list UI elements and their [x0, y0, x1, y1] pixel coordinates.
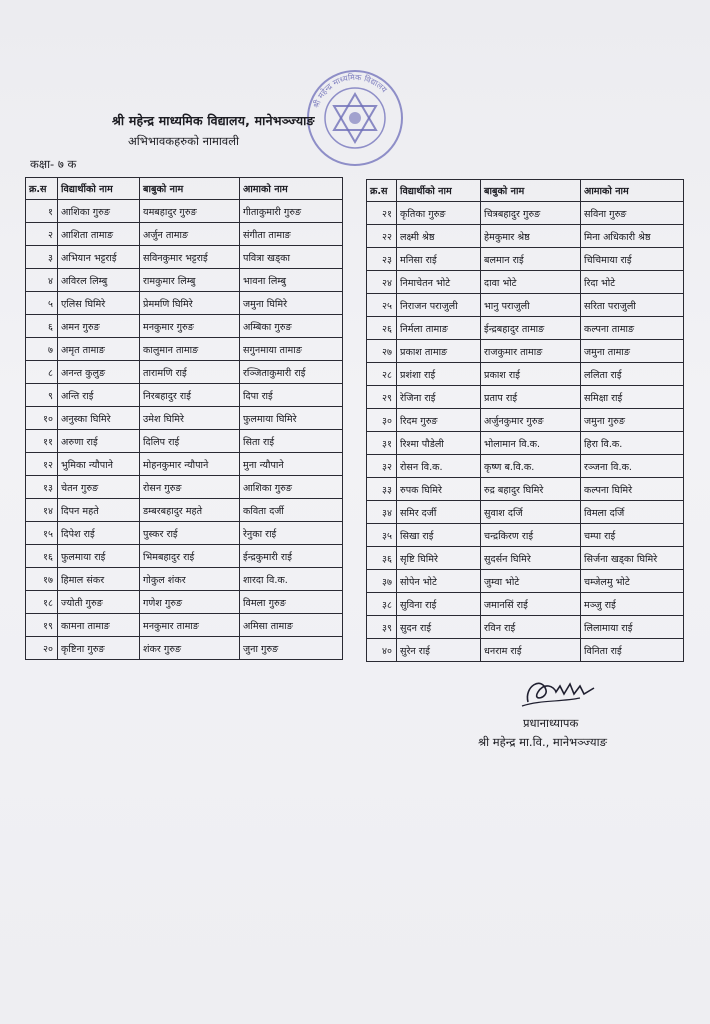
table-row [367, 478, 684, 501]
cell-mother-name: ईन्द्रकुमारी राई [240, 545, 343, 568]
cell-student-name: सुदन राई [397, 616, 481, 639]
cell-father-name: रविन राई [481, 616, 581, 639]
table-row [367, 363, 684, 386]
cell-student-name: दिपेश राई [58, 522, 140, 545]
table-row [26, 292, 343, 315]
document-subtitle: अभिभावकहरुको नामावली [128, 134, 239, 148]
cell-student-name: आशिका गुरुङ [58, 200, 140, 223]
cell-serial: १९ [26, 614, 58, 637]
table-row [26, 499, 343, 522]
cell-serial: २० [26, 637, 58, 660]
cell-father-name: भानु पराजुली [481, 294, 581, 317]
roll-table-right [366, 179, 684, 662]
cell-serial: १ [26, 200, 58, 223]
table-row [367, 547, 684, 570]
cell-mother-name: सविना गुरुङ [581, 202, 684, 225]
cell-student-name: लक्ष्मी श्रेष्ठ [397, 225, 481, 248]
table-header-row [367, 180, 684, 202]
cell-father-name: कृष्ण ब.वि.क. [481, 455, 581, 478]
cell-father-name: मनकुमार तामाङ [140, 614, 240, 637]
cell-serial: १८ [26, 591, 58, 614]
class-label: कक्षा- ७ क [30, 157, 77, 171]
cell-student-name: फुलमाया राई [58, 545, 140, 568]
school-stamp [305, 68, 405, 168]
table-row [26, 476, 343, 499]
cell-mother-name: जमुना तामाङ [581, 340, 684, 363]
cell-mother-name: सगुनमाया तामाङ [240, 338, 343, 361]
cell-student-name: अमन गुरुङ [58, 315, 140, 338]
table-row [367, 294, 684, 317]
cell-serial: १४ [26, 499, 58, 522]
col-header-student: विद्यार्थीको नाम [397, 180, 481, 202]
table-body-left [26, 200, 343, 660]
table-row [26, 269, 343, 292]
cell-student-name: कामना तामाङ [58, 614, 140, 637]
cell-mother-name: समिक्षा राई [581, 386, 684, 409]
cell-serial: ३६ [367, 547, 397, 570]
cell-student-name: सुविना राई [397, 593, 481, 616]
cell-student-name: समिर दर्जी [397, 501, 481, 524]
cell-student-name: सृष्टि घिमिरे [397, 547, 481, 570]
table-header-row [26, 178, 343, 200]
cell-father-name: डम्बरबहादुर महते [140, 499, 240, 522]
cell-serial: ७ [26, 338, 58, 361]
cell-student-name: निमाचेतन भोटे [397, 271, 481, 294]
cell-serial: ३१ [367, 432, 397, 455]
cell-mother-name: लिलामाया राई [581, 616, 684, 639]
cell-mother-name: कल्पना तामाङ [581, 317, 684, 340]
cell-student-name: रिश्मा पौडेली [397, 432, 481, 455]
table-row [367, 409, 684, 432]
cell-father-name: यमबहादुर गुरुङ [140, 200, 240, 223]
cell-serial: ४ [26, 269, 58, 292]
cell-father-name: अर्जुनकुमार गुरुङ [481, 409, 581, 432]
cell-serial: २९ [367, 386, 397, 409]
cell-serial: ३० [367, 409, 397, 432]
cell-father-name: दावा भोटे [481, 271, 581, 294]
cell-father-name: गोकुल शंकर [140, 568, 240, 591]
cell-mother-name: भावना लिम्बु [240, 269, 343, 292]
cell-father-name: मनकुमार गुरुङ [140, 315, 240, 338]
table-row [367, 432, 684, 455]
cell-mother-name: चम्जेलमु भोटे [581, 570, 684, 593]
cell-father-name: उमेश घिमिरे [140, 407, 240, 430]
cell-student-name: रोसन वि.क. [397, 455, 481, 478]
cell-student-name: सिखा राई [397, 524, 481, 547]
cell-father-name: जुम्वा भोटे [481, 570, 581, 593]
cell-father-name: भोलामान वि.क. [481, 432, 581, 455]
col-header-sn: क्र.स [26, 178, 58, 200]
cell-student-name: अनन्त कुलुङ [58, 361, 140, 384]
col-header-student: विद्यार्थीको नाम [58, 178, 140, 200]
cell-mother-name: दिपा राई [240, 384, 343, 407]
table-row [367, 616, 684, 639]
principal-title: प्रधानाध्यापक [523, 716, 579, 730]
principal-signature [520, 672, 630, 712]
cell-father-name: सुदर्सन घिमिरे [481, 547, 581, 570]
table-row [26, 522, 343, 545]
cell-mother-name: मुना न्यौपाने [240, 453, 343, 476]
col-header-sn: क्र.स [367, 180, 397, 202]
cell-mother-name: मिना अधिकारी श्रेष्ठ [581, 225, 684, 248]
cell-serial: १० [26, 407, 58, 430]
cell-mother-name: सिता राई [240, 430, 343, 453]
cell-mother-name: जमुना घिमिरे [240, 292, 343, 315]
table-row [367, 570, 684, 593]
cell-student-name: भुमिका न्यौपाने [58, 453, 140, 476]
cell-serial: ३७ [367, 570, 397, 593]
cell-father-name: राजकुमार तामाङ [481, 340, 581, 363]
cell-father-name: सविनकुमार भट्टराई [140, 246, 240, 269]
school-short-name: श्री महेन्द्र मा.वि., मानेभञ्ज्याङ [478, 735, 607, 749]
cell-father-name: रुद्र बहादुर घिमिरे [481, 478, 581, 501]
cell-mother-name: अमिसा तामाङ [240, 614, 343, 637]
cell-student-name: अमृत तामाङ [58, 338, 140, 361]
cell-father-name: गणेश गुरुङ [140, 591, 240, 614]
cell-serial: २ [26, 223, 58, 246]
cell-serial: ३२ [367, 455, 397, 478]
table-row [26, 246, 343, 269]
cell-father-name: भिमबहादुर राई [140, 545, 240, 568]
table-row [367, 639, 684, 662]
cell-father-name: ईन्द्रबहादुर तामाङ [481, 317, 581, 340]
cell-student-name: अविरल लिम्बु [58, 269, 140, 292]
cell-mother-name: चिचिमाया राई [581, 248, 684, 271]
cell-student-name: अरुणा राई [58, 430, 140, 453]
cell-serial: २६ [367, 317, 397, 340]
svg-text:श्री महेन्द्र माध्यमिक विद्याल: श्री महेन्द्र माध्यमिक विद्यालय [311, 72, 389, 110]
cell-mother-name: फुलमाया घिमिरे [240, 407, 343, 430]
cell-serial: ३५ [367, 524, 397, 547]
cell-father-name: चित्रबहादुर गुरुङ [481, 202, 581, 225]
table-row [26, 430, 343, 453]
cell-student-name: अनुस्का घिमिरे [58, 407, 140, 430]
cell-serial: १५ [26, 522, 58, 545]
cell-student-name: निराजन पराजुली [397, 294, 481, 317]
cell-mother-name: जमुना गुरुङ [581, 409, 684, 432]
cell-student-name: प्रशंशा राई [397, 363, 481, 386]
cell-serial: ११ [26, 430, 58, 453]
cell-student-name: एलिस घिमिरे [58, 292, 140, 315]
table-row [26, 568, 343, 591]
cell-student-name: सुरेन राई [397, 639, 481, 662]
table-row [26, 614, 343, 637]
table-row [26, 591, 343, 614]
table-row [26, 384, 343, 407]
cell-mother-name: चम्पा राई [581, 524, 684, 547]
table-row [26, 361, 343, 384]
cell-mother-name: ललिता राई [581, 363, 684, 386]
cell-father-name: अर्जुन तामाङ [140, 223, 240, 246]
table-row [26, 338, 343, 361]
cell-mother-name: रञ्जना वि.क. [581, 455, 684, 478]
table-row [367, 248, 684, 271]
cell-student-name: प्रकाश तामाङ [397, 340, 481, 363]
table-row [367, 225, 684, 248]
table-row [26, 453, 343, 476]
cell-father-name: दिलिप राई [140, 430, 240, 453]
cell-father-name: शंकर गुरुङ [140, 637, 240, 660]
col-header-father: बाबुको नाम [481, 180, 581, 202]
table-row [367, 202, 684, 225]
cell-father-name: निरबहादुर राई [140, 384, 240, 407]
cell-father-name: प्रेममणि घिमिरे [140, 292, 240, 315]
table-row [26, 407, 343, 430]
cell-serial: २४ [367, 271, 397, 294]
cell-mother-name: रञ्जिताकुमारी राई [240, 361, 343, 384]
cell-student-name: हिमाल संकर [58, 568, 140, 591]
cell-serial: ८ [26, 361, 58, 384]
cell-student-name: आशिता तामाङ [58, 223, 140, 246]
cell-father-name: बलमान राई [481, 248, 581, 271]
cell-mother-name: अम्बिका गुरुङ [240, 315, 343, 338]
cell-serial: ३८ [367, 593, 397, 616]
cell-mother-name: जुना गुरुङ [240, 637, 343, 660]
cell-serial: ३९ [367, 616, 397, 639]
table-row [367, 501, 684, 524]
cell-mother-name: पवित्रा खड्का [240, 246, 343, 269]
table-body-right [367, 202, 684, 662]
cell-mother-name: रेनुका राई [240, 522, 343, 545]
cell-father-name: जमानसिं राई [481, 593, 581, 616]
cell-mother-name: मञ्जु राई [581, 593, 684, 616]
cell-father-name: प्रकाश राई [481, 363, 581, 386]
cell-serial: १२ [26, 453, 58, 476]
cell-student-name: अन्ति राई [58, 384, 140, 407]
col-header-mother: आमाको नाम [581, 180, 684, 202]
cell-student-name: ज्योती गुरुङ [58, 591, 140, 614]
cell-student-name: रुपक घिमिरे [397, 478, 481, 501]
cell-mother-name: कल्पना घिमिरे [581, 478, 684, 501]
cell-student-name: मनिसा राई [397, 248, 481, 271]
cell-serial: २१ [367, 202, 397, 225]
cell-serial: ९ [26, 384, 58, 407]
cell-serial: ३४ [367, 501, 397, 524]
cell-student-name: सोपेन भोटे [397, 570, 481, 593]
cell-student-name: कृष्टिना गुरुङ [58, 637, 140, 660]
cell-father-name: रामकुमार लिम्बु [140, 269, 240, 292]
cell-serial: १६ [26, 545, 58, 568]
cell-serial: २५ [367, 294, 397, 317]
cell-mother-name: विमला दर्जि [581, 501, 684, 524]
cell-student-name: रिदम गुरुङ [397, 409, 481, 432]
cell-mother-name: हिरा वि.क. [581, 432, 684, 455]
table-row [26, 545, 343, 568]
cell-student-name: दिपन महते [58, 499, 140, 522]
cell-mother-name: विनिता राई [581, 639, 684, 662]
table-row [26, 637, 343, 660]
cell-mother-name: शारदा वि.क. [240, 568, 343, 591]
table-row [367, 455, 684, 478]
roll-table-left [25, 177, 343, 660]
cell-serial: २८ [367, 363, 397, 386]
cell-mother-name: गीताकुमारी गुरुङ [240, 200, 343, 223]
cell-serial: ४० [367, 639, 397, 662]
cell-student-name: चेतन गुरुङ [58, 476, 140, 499]
cell-student-name: कृतिका गुरुङ [397, 202, 481, 225]
cell-student-name: निर्मला तामाङ [397, 317, 481, 340]
cell-father-name: पुस्कर राई [140, 522, 240, 545]
cell-mother-name: कविता दर्जी [240, 499, 343, 522]
cell-serial: ३३ [367, 478, 397, 501]
cell-serial: २७ [367, 340, 397, 363]
table-row [367, 340, 684, 363]
table-row [367, 386, 684, 409]
table-row [26, 315, 343, 338]
cell-student-name: रेजिना राई [397, 386, 481, 409]
cell-serial: ५ [26, 292, 58, 315]
table-row [26, 200, 343, 223]
cell-serial: १७ [26, 568, 58, 591]
table-row [367, 593, 684, 616]
cell-father-name: कालुमान तामाङ [140, 338, 240, 361]
cell-mother-name: सरिता पराजुली [581, 294, 684, 317]
table-row [367, 524, 684, 547]
school-name: श्री महेन्द्र माध्यमिक विद्यालय, मानेभञ्ज्याङ [112, 113, 315, 128]
cell-serial: १३ [26, 476, 58, 499]
table-row [26, 223, 343, 246]
cell-father-name: चन्द्रकिरण राई [481, 524, 581, 547]
cell-mother-name: विमला गुरुङ [240, 591, 343, 614]
cell-father-name: रोसन गुरुङ [140, 476, 240, 499]
col-header-mother: आमाको नाम [240, 178, 343, 200]
cell-student-name: अभियान भट्टराई [58, 246, 140, 269]
cell-father-name: मोहनकुमार न्यौपाने [140, 453, 240, 476]
cell-mother-name: सिर्जना खड्का घिमिरे [581, 547, 684, 570]
cell-father-name: सुवाश दर्जि [481, 501, 581, 524]
cell-mother-name: रिदा भोटे [581, 271, 684, 294]
cell-father-name: हेमकुमार श्रेष्ठ [481, 225, 581, 248]
cell-father-name: तारामणि राई [140, 361, 240, 384]
cell-mother-name: संगीता तामाङ [240, 223, 343, 246]
cell-serial: ३ [26, 246, 58, 269]
cell-serial: २२ [367, 225, 397, 248]
cell-serial: ६ [26, 315, 58, 338]
cell-mother-name: आशिका गुरुङ [240, 476, 343, 499]
table-row [367, 271, 684, 294]
col-header-father: बाबुको नाम [140, 178, 240, 200]
cell-serial: २३ [367, 248, 397, 271]
table-row [367, 317, 684, 340]
cell-father-name: धनराम राई [481, 639, 581, 662]
cell-father-name: प्रताप राई [481, 386, 581, 409]
